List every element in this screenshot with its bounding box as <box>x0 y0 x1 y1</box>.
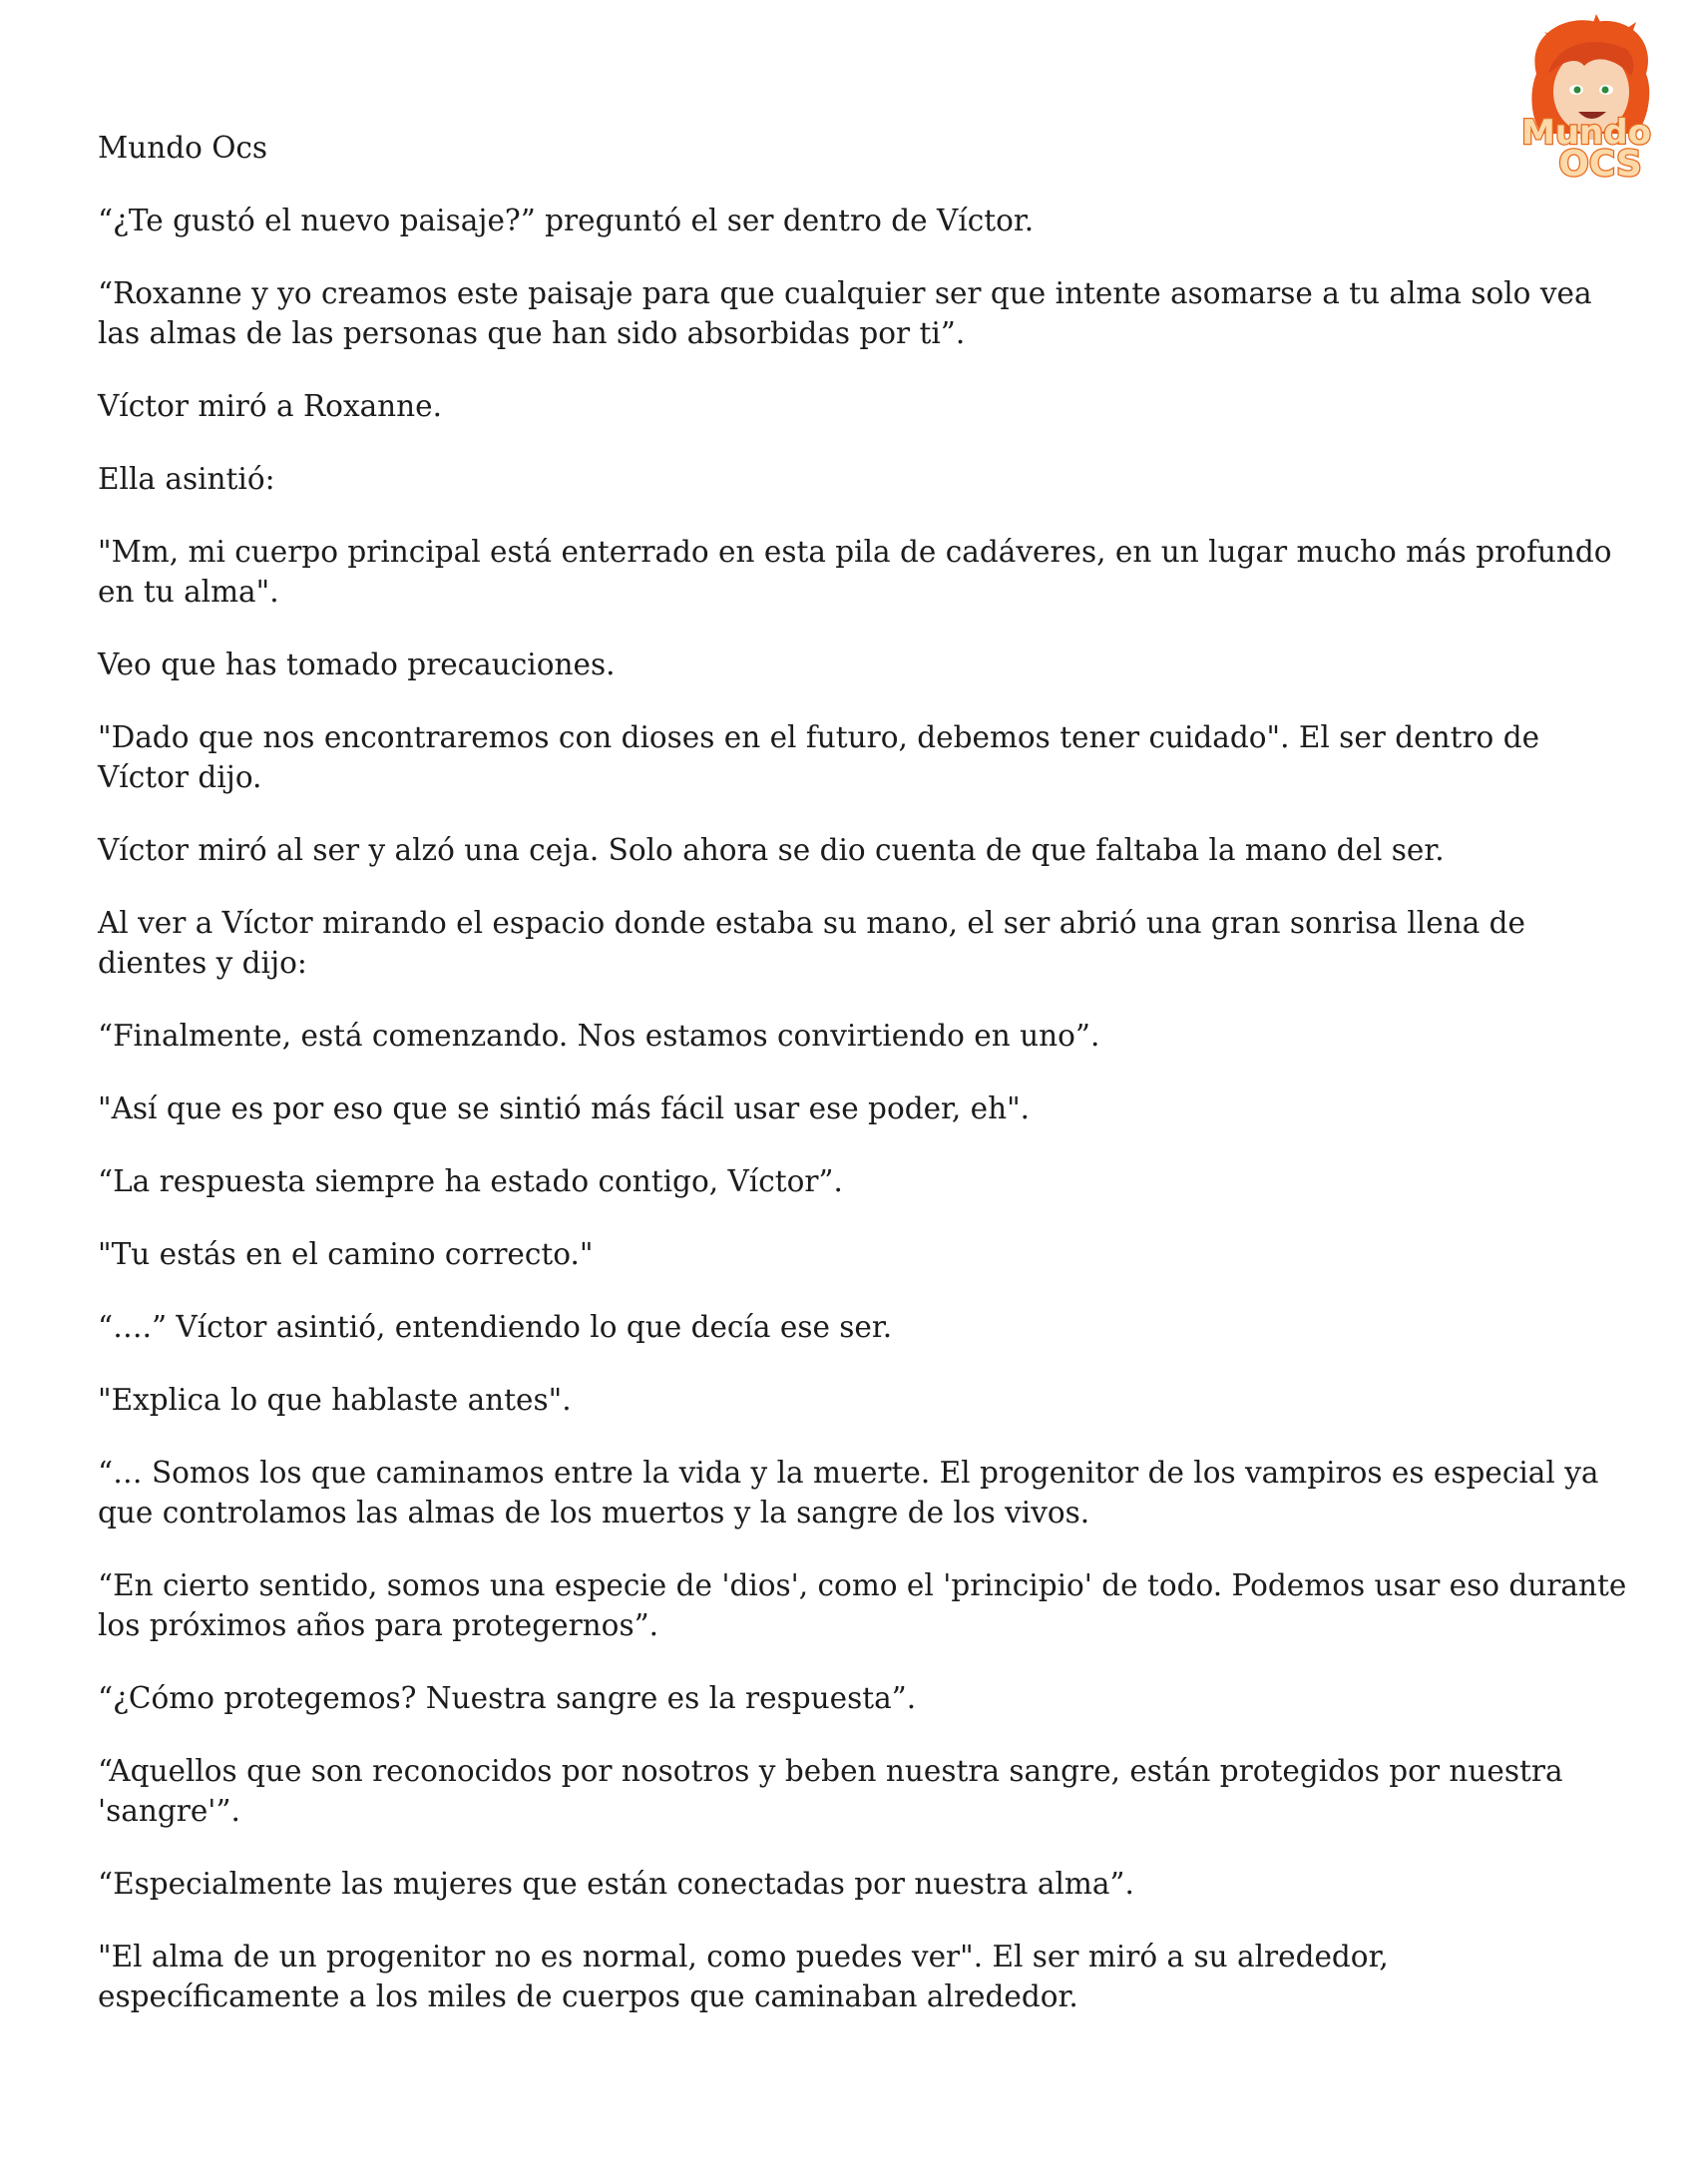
paragraph: Víctor miró al ser y alzó una ceja. Solo ahora se dio cuenta de que faltaba la mano del ser. <box>98 833 1445 867</box>
paragraph: "El alma de un progenitor no es normal, como puedes ver". El ser miró a su alrededor, específicamente a los miles de cuerpos que caminaban alrededor. <box>98 1940 1389 2013</box>
paragraph: "Así que es por eso que se sintió más fácil usar ese poder, eh". <box>98 1092 1031 1125</box>
document-title: Mundo Ocs <box>98 131 268 165</box>
paragraph: “¿Te gustó el nuevo paisaje?” preguntó el ser dentro de Víctor. <box>98 204 1035 237</box>
paragraph: "Dado que nos encontraremos con dioses en el futuro, debemos tener cuidado". El ser dentro de Víctor dijo. <box>98 720 1540 794</box>
paragraph: "Explica lo que hablaste antes". <box>98 1383 572 1417</box>
paragraph: “Especialmente las mujeres que están conectadas por nuestra alma”. <box>98 1867 1134 1901</box>
paragraph: “….” Víctor asintió, entendiendo lo que decía ese ser. <box>98 1310 893 1344</box>
paragraph: “Roxanne y yo creamos este paisaje para que cualquier ser que intente asomarse a tu alma solo vea las almas de las personas que han sido absorbidas por ti”. <box>98 276 1592 350</box>
paragraph: “Aquellos que son reconocidos por nosotros y beben nuestra sangre, están protegidos por nuestra 'sangre'”. <box>98 1754 1563 1828</box>
paragraph: Ella asintió: <box>98 462 275 496</box>
paragraph: Víctor miró a Roxanne. <box>98 389 442 423</box>
svg-text:OCS: OCS <box>1558 144 1642 185</box>
paragraph: Veo que has tomado precauciones. <box>98 648 616 681</box>
paragraph: “La respuesta siempre ha estado contigo, Víctor”. <box>98 1164 843 1198</box>
paragraph: “… Somos los que caminamos entre la vida y la muerte. El progenitor de los vampiros es especial ya que controlamos las almas de los muertos y la sangre de los vivos. <box>98 1456 1599 1529</box>
paragraph: "Mm, mi cuerpo principal está enterrado en esta pila de cadáveres, en un lugar mucho más profundo en tu alma". <box>98 535 1612 609</box>
paragraph: “Finalmente, está comenzando. Nos estamos convirtiendo en uno”. <box>98 1019 1100 1053</box>
paragraph: "Tu estás en el camino correcto." <box>98 1237 594 1271</box>
paragraph: “¿Cómo protegemos? Nuestra sangre es la respuesta”. <box>98 1681 917 1715</box>
svg-text:Mundo: Mundo <box>1521 113 1651 153</box>
document-body <box>98 128 1634 2049</box>
paragraph: “En cierto sentido, somos una especie de 'dios', como el 'principio' de todo. Podemos usar eso durante los próximos años para protegernos”. <box>98 1568 1627 1642</box>
paragraph: Al ver a Víctor mirando el espacio donde estaba su mano, el ser abrió una gran sonrisa llena de dientes y dijo: <box>98 906 1526 980</box>
